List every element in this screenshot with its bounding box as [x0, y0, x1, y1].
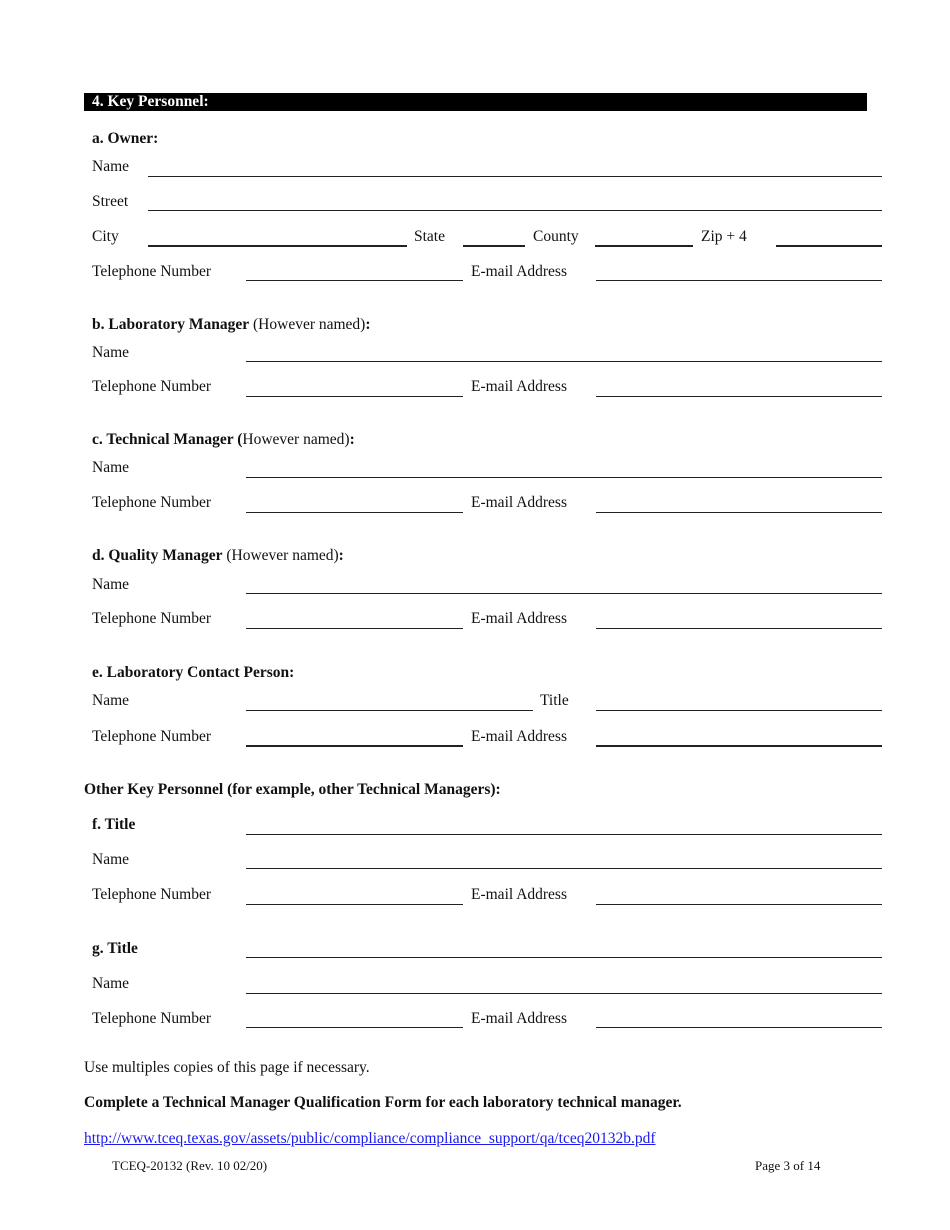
- quality-manager-heading: [92, 547, 344, 565]
- lab-manager-heading-bold: b. Laboratory Manager: [92, 316, 250, 333]
- tech-manager-heading-bold: c. Technical Manager (: [92, 431, 243, 448]
- tech-manager-heading: [92, 431, 355, 449]
- other-f-email-label: E-mail Address: [471, 886, 567, 903]
- quality-manager-email-label: E-mail Address: [471, 610, 567, 627]
- quality-manager-heading-normal: (However named): [222, 547, 339, 564]
- qualification-instruction: Complete a Technical Manager Qualification Form for each laboratory technical manager.: [84, 1094, 682, 1111]
- quality-manager-phone-field[interactable]: [246, 628, 463, 629]
- quality-manager-name-field[interactable]: [246, 593, 882, 594]
- qualification-form-link[interactable]: http://www.tceq.texas.gov/assets/public/compliance/compliance_support/qa/tceq20132b.pdf: [84, 1130, 656, 1147]
- lab-manager-email-field[interactable]: [596, 396, 882, 397]
- contact-person-title-label: Title: [540, 692, 569, 709]
- tech-manager-name-label: Name: [92, 459, 130, 476]
- tech-manager-name-field[interactable]: [246, 477, 882, 478]
- lab-manager-name-label: Name: [92, 344, 130, 361]
- other-g-email-label: E-mail Address: [471, 1010, 567, 1027]
- other-g-title-label: g. Title: [92, 940, 138, 957]
- owner-zip-field[interactable]: [776, 245, 882, 247]
- tech-manager-heading-colon: :: [349, 431, 355, 448]
- owner-email-field[interactable]: [596, 280, 882, 281]
- owner-heading: a. Owner:: [92, 130, 159, 147]
- lab-manager-email-label: E-mail Address: [471, 378, 567, 395]
- lab-manager-heading-normal: (However named): [249, 316, 366, 333]
- footer-form-id: TCEQ-20132 (Rev. 10 02/20): [112, 1158, 268, 1173]
- contact-person-name-field[interactable]: [246, 710, 533, 711]
- owner-email-label: E-mail Address: [471, 263, 567, 280]
- owner-name-label: Name: [92, 158, 130, 175]
- contact-person-phone-field[interactable]: [246, 745, 463, 747]
- owner-street-field[interactable]: [148, 210, 882, 211]
- contact-person-name-label: Name: [92, 692, 130, 709]
- other-g-phone-label: Telephone Number: [92, 1010, 211, 1027]
- owner-name-field[interactable]: [148, 176, 882, 177]
- quality-manager-heading-bold: d. Quality Manager: [92, 547, 223, 564]
- owner-street-label: Street: [92, 193, 129, 210]
- footer-page-number: Page 3 of 14: [755, 1158, 821, 1173]
- tech-manager-phone-label: Telephone Number: [92, 494, 211, 511]
- other-g-email-field[interactable]: [596, 1027, 882, 1028]
- section-header: 4. Key Personnel:: [84, 93, 867, 111]
- owner-city-label: City: [92, 228, 119, 245]
- other-g-name-label: Name: [92, 975, 130, 992]
- quality-manager-email-field[interactable]: [596, 628, 882, 629]
- lab-manager-heading-colon: :: [365, 316, 371, 333]
- owner-phone-label: Telephone Number: [92, 263, 211, 280]
- other-personnel-heading: Other Key Personnel (for example, other Technical Managers):: [84, 781, 501, 798]
- other-g-name-field[interactable]: [246, 993, 882, 994]
- contact-person-heading: e. Laboratory Contact Person:: [92, 664, 295, 681]
- other-f-name-label: Name: [92, 851, 130, 868]
- owner-phone-field[interactable]: [246, 280, 463, 281]
- other-f-phone-label: Telephone Number: [92, 886, 211, 903]
- other-g-title-field[interactable]: [246, 957, 882, 958]
- tech-manager-heading-normal: However named): [242, 431, 350, 448]
- other-f-title-field[interactable]: [246, 834, 882, 835]
- tech-manager-phone-field[interactable]: [246, 512, 463, 513]
- tech-manager-email-label: E-mail Address: [471, 494, 567, 511]
- copies-note: Use multiples copies of this page if necessary.: [84, 1059, 370, 1076]
- contact-person-phone-label: Telephone Number: [92, 728, 211, 745]
- lab-manager-name-field[interactable]: [246, 361, 882, 362]
- lab-manager-phone-field[interactable]: [246, 396, 463, 397]
- owner-state-label: State: [414, 228, 445, 245]
- contact-person-title-field[interactable]: [596, 710, 882, 711]
- owner-zip-label: Zip + 4: [701, 228, 747, 245]
- quality-manager-name-label: Name: [92, 576, 130, 593]
- lab-manager-heading: [92, 316, 371, 334]
- owner-state-field[interactable]: [463, 245, 525, 247]
- quality-manager-phone-label: Telephone Number: [92, 610, 211, 627]
- owner-city-field[interactable]: [148, 245, 407, 247]
- other-f-phone-field[interactable]: [246, 904, 463, 905]
- contact-person-email-field[interactable]: [596, 745, 882, 747]
- other-f-title-label: f. Title: [92, 816, 136, 833]
- owner-county-label: County: [533, 228, 579, 245]
- quality-manager-heading-colon: :: [338, 547, 344, 564]
- lab-manager-phone-label: Telephone Number: [92, 378, 211, 395]
- contact-person-email-label: E-mail Address: [471, 728, 567, 745]
- owner-county-field[interactable]: [595, 245, 693, 247]
- other-f-name-field[interactable]: [246, 868, 882, 869]
- other-f-email-field[interactable]: [596, 904, 882, 905]
- other-g-phone-field[interactable]: [246, 1027, 463, 1028]
- tech-manager-email-field[interactable]: [596, 512, 882, 513]
